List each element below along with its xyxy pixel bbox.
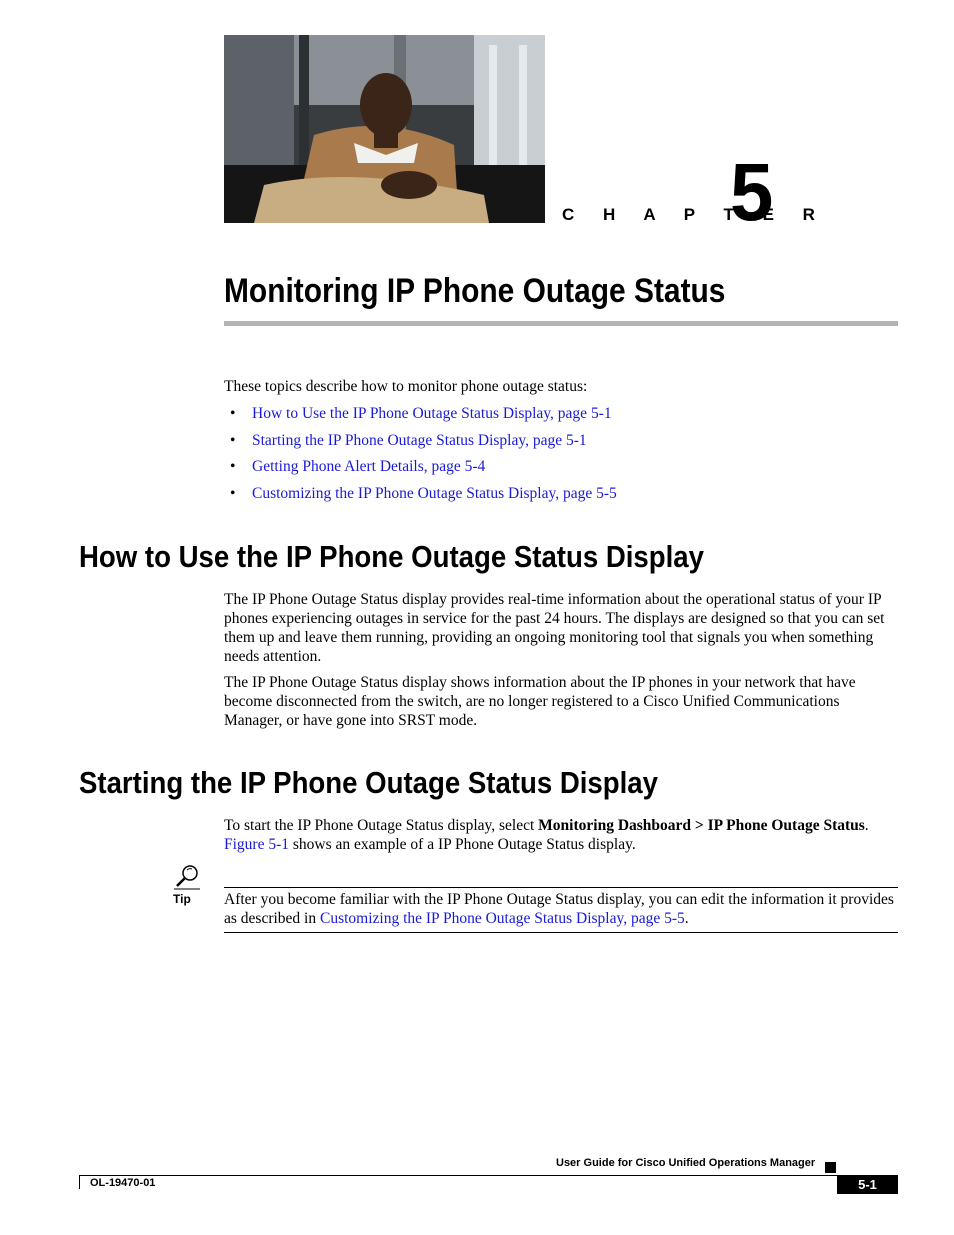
list-item bbox=[230, 430, 617, 457]
bullet: • bbox=[230, 458, 236, 475]
list-item bbox=[230, 456, 617, 483]
section2-paragraph bbox=[224, 816, 900, 854]
tip-rule-bottom bbox=[224, 932, 898, 933]
text: . bbox=[684, 910, 689, 927]
section-heading-how-to-use: How to Use the IP Phone Outage Status Display bbox=[79, 539, 704, 574]
figure-link[interactable]: Figure 5-1 bbox=[224, 836, 290, 853]
chapter-title: Monitoring IP Phone Outage Status bbox=[224, 272, 726, 310]
text: . bbox=[864, 817, 869, 834]
toc-link-how-to-use[interactable]: How to Use the IP Phone Outage Status Display, page 5-1 bbox=[252, 405, 612, 422]
chapter-label: C H A P T E R bbox=[562, 205, 827, 224]
text: After you become familiar with the IP Phone Outage Status display, you can edit the information it provides as described in bbox=[224, 891, 894, 927]
magnifier-icon bbox=[172, 864, 202, 890]
bullet: • bbox=[230, 484, 236, 502]
chapter-photo bbox=[224, 35, 545, 223]
list-item bbox=[230, 483, 617, 510]
page-number: 5-1 bbox=[837, 1175, 898, 1194]
text: To start the IP Phone Outage Status display, select bbox=[224, 817, 539, 834]
bullet: • bbox=[230, 405, 236, 422]
intro-text: These topics describe how to monitor phone outage status: bbox=[224, 378, 588, 395]
footer-rule bbox=[79, 1175, 837, 1176]
section1-paragraph-2: The IP Phone Outage Status display shows information about the IP phones in your network that have become disconnected from the switch, are no longer registered to a Cisco Unified Communications Manager, or have gone into SRST mode. bbox=[224, 674, 856, 729]
toc-link-starting[interactable]: Starting the IP Phone Outage Status Display, page 5-1 bbox=[252, 431, 587, 449]
footer-doc-number: OL-19470-01 bbox=[90, 1177, 156, 1189]
chapter-number: 5 bbox=[730, 147, 774, 238]
text: shows an example of a IP Phone Outage Status display. bbox=[289, 836, 636, 853]
menu-path: Monitoring Dashboard > IP Phone Outage Status bbox=[538, 817, 865, 834]
footer-marker bbox=[825, 1162, 836, 1173]
footer-guide-title: User Guide for Cisco Unified Operations Manager bbox=[556, 1157, 816, 1169]
bullet: • bbox=[230, 431, 236, 449]
tip-label: Tip bbox=[173, 892, 191, 906]
title-rule bbox=[224, 321, 898, 326]
toc-link-customizing[interactable]: Customizing the IP Phone Outage Status Display, page 5-5 bbox=[252, 484, 617, 502]
section-heading-starting: Starting the IP Phone Outage Status Display bbox=[79, 765, 658, 800]
tip-link-customizing[interactable]: Customizing the IP Phone Outage Status Display, page 5-5 bbox=[319, 910, 685, 927]
section1-paragraph-1: The IP Phone Outage Status display provides real-time information about the operational status of your IP phones experiencing outages in service for the past 24 hours. The displays are designed so that you can set them up and leave them running, providing an ongoing monitoring tool that signals you when something needs attention. bbox=[224, 591, 885, 665]
list-item bbox=[230, 403, 617, 430]
toc-link-alert-details[interactable]: Getting Phone Alert Details, page 5-4 bbox=[252, 458, 486, 475]
tip-rule-top bbox=[224, 887, 898, 888]
tip-text bbox=[224, 890, 900, 928]
topic-list bbox=[230, 403, 617, 509]
footer-tick bbox=[79, 1175, 80, 1189]
